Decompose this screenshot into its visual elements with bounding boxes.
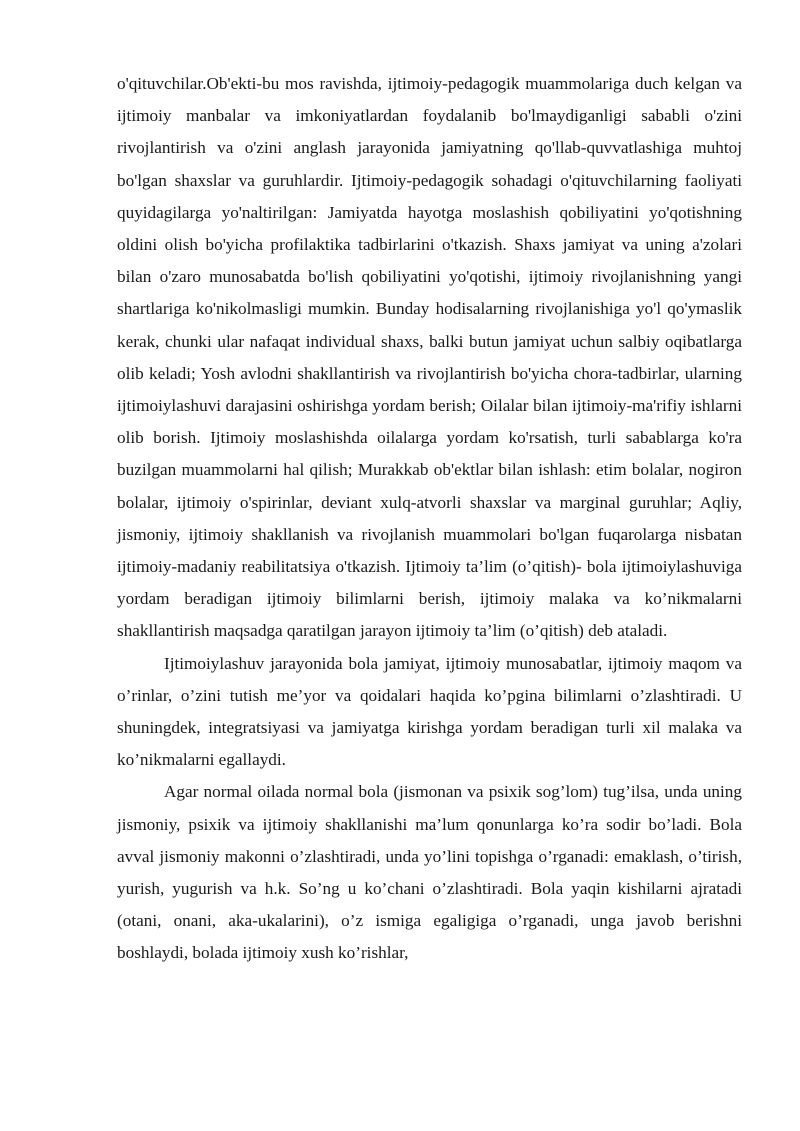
paragraph-1: o'qituvchilar.Ob'ekti-bu mos ravishda, ijtimoiy-pedagogik muammolariga duch kelgan va ijtimoiy manbalar va imkoniyatlardan foydalanib bo'lmaydiganligi sababli o'zini rivojlantirish va o'zini anglash jarayonida jamiyatning qo'llab-quvvatlashiga muhtoj bo'lgan shaxslar va guruhlardir. Ijtimoiy-pedagogik sohadagi o'qituvchilarning faoliyati quyidagilarga yo'naltirilgan: Jamiyatda hayotga moslashish qobiliyatini yo'qotishning oldini olish bo'yicha profilaktika tadbirlarini o'tkazish. Shaxs jamiyat va uning a'zolari bilan o'zaro munosabatda bo'lish qobiliyatini yo'qotishi, ijtimoiy rivojlanishning yangi shartlariga ko'nikolmasligi mumkin. Bunday hodisalarning rivojlanishiga yo'l qo'ymaslik kerak, chunki ular nafaqat individual shaxs, balki butun jamiyat uchun salbiy oqibatlarga olib keladi; Yosh avlodni shakllantirish va rivojlantirish bo'yicha chora-tadbirlar, ularning ijtimoiylashuvi darajasini oshirishga yordam berish; Oilalar bilan ijtimoiy-ma'rifiy ishlarni olib borish. Ijtimoiy moslashishda oilalarga yordam ko'rsatish, turli sabablarga ko'ra buzilgan muammolarni hal qilish; Murakkab ob'ektlar bilan ishlash: etim bolalar, nogiron bolalar, ijtimoiy o'spirinlar, deviant xulq-atvorli shaxslar va marginal guruhlar; Aqliy, jismoniy, ijtimoiy shakllanish va rivojlanish muammolari bo'lgan fuqarolarga nisbatan ijtimoiy-madaniy reabilitatsiya o'tkazish. Ijtimoiy ta’lim (o’qitish)- bola ijtimoiylashuviga yordam beradigan ijtimoiy bilimlarni berish, ijtimoiy malaka va ko’nikmalarni shakllantirish maqsadga qaratilgan jarayon ijtimoiy ta’lim (o’qitish) deb ataladi. (117, 74, 742, 641)
paragraph-2: Ijtimoiylashuv jarayonida bola jamiyat, ijtimoiy munosabatlar, ijtimoiy maqom va o’rinlar, o’zini tutish me’yor va qoidalari haqida ko’pgina bilimlarni o’zlashtiradi. U shuningdek, integratsiyasi va jamiyatga kirishga yordam beradigan turli xil malaka va ko’nikmalarni egallaydi. (117, 653, 742, 770)
document-page (117, 68, 742, 970)
paragraph-3: Agar normal oilada normal bola (jismonan va psixik sog’lom) tug’ilsa, unda uning jismoniy, psixik va ijtimoiy shakllanishi ma’lum qonunlarga ko’ra sodir bo’ladi. Bola avval jismoniy makonni o’zlashtiradi, unda yo’lini topishga o’rganadi: emaklash, o’tirish, yurish, yugurish va h.k. So’ng u ko’chani o’zlashtiradi. Bola yaqin kishilarni ajratadi (otani, onani, aka-ukalarini), o’z ismiga egaligiga o’rganadi, unga javob berishni boshlaydi, bolada ijtimoiy xush ko’rishlar, (117, 782, 742, 963)
